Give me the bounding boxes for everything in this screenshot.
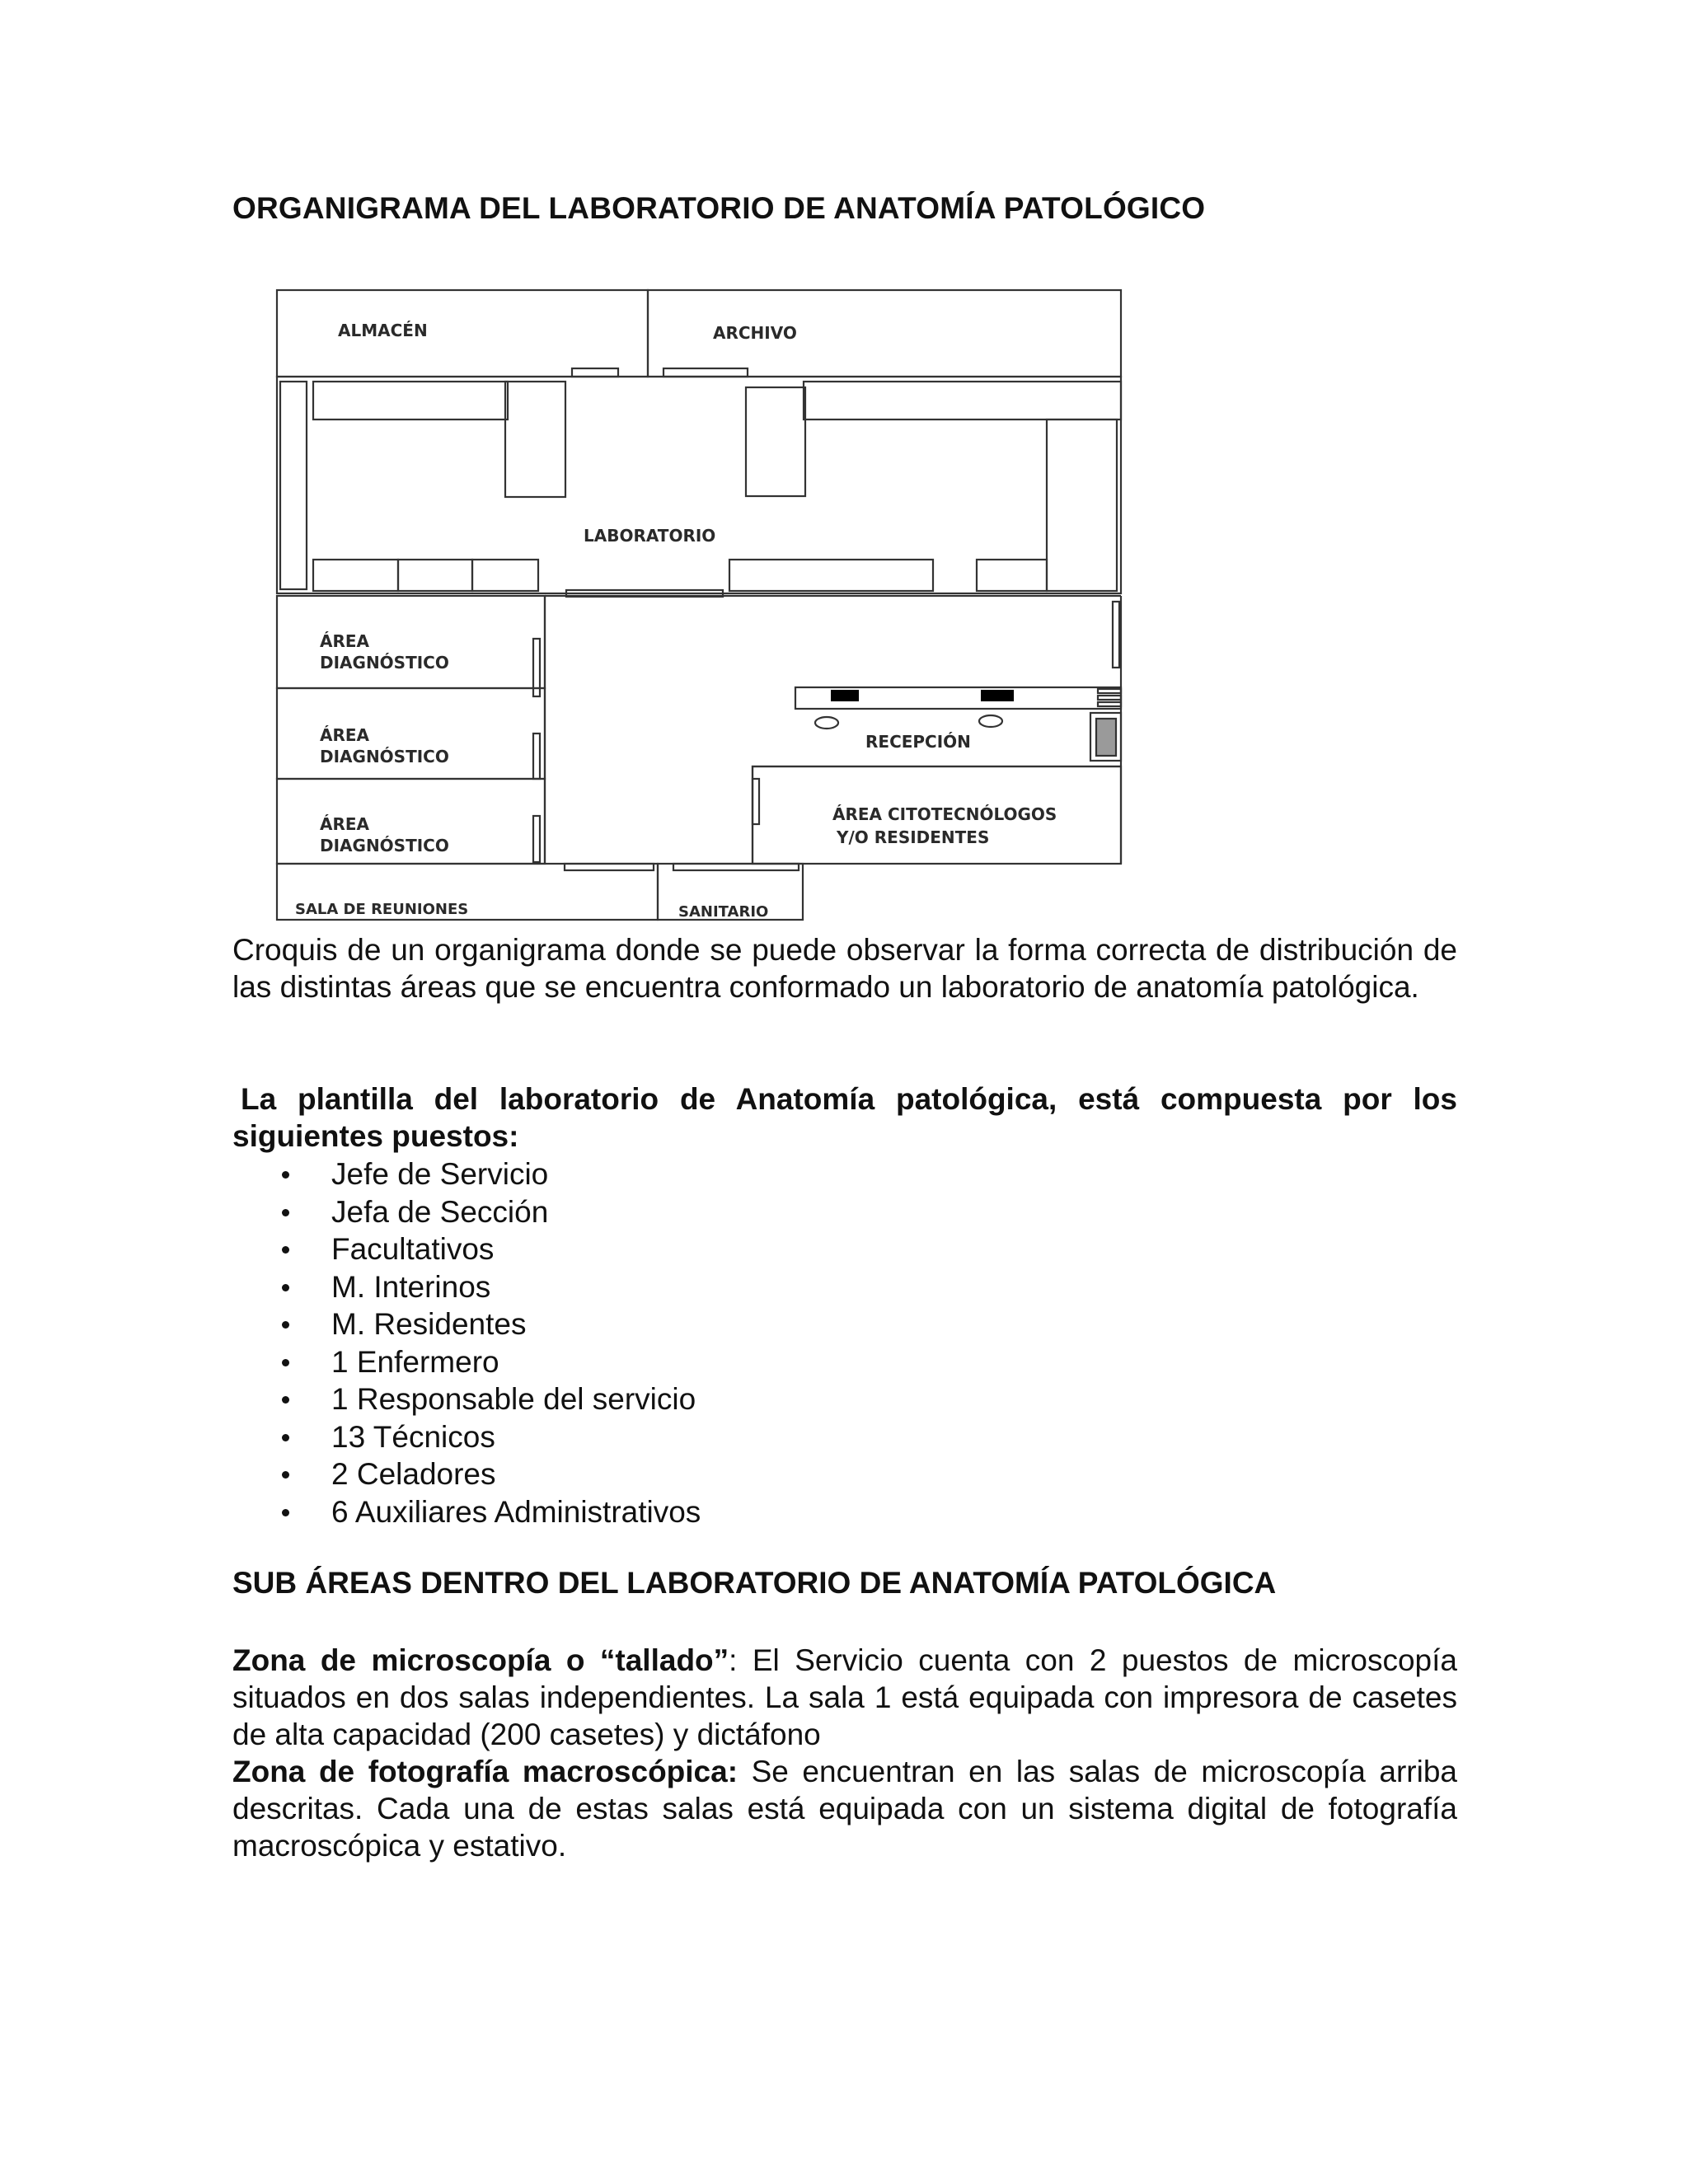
room-label: ÁREA [320,725,370,745]
room-label: SALA DE REUNIONES [295,901,469,918]
list-item: 13 Técnicos [232,1418,701,1456]
room-label: SANITARIO [678,903,769,921]
room-label: Y/O RESIDENTES [837,827,990,847]
room-label: RECEPCIÓN [865,732,971,752]
list-item: Jefe de Servicio [232,1155,701,1193]
zone-paragraph: Zona de microscopía o “tallado”: El Servicio cuenta con 2 puestos de microscopía situados en dos salas independientes. La sala 1 está equipada con impresora de casetes de alta capacidad (200 casetes) y dictáfono [232,1643,1457,1751]
room-label: ÁREA [320,631,370,651]
zone-paragraph [232,1753,1457,1864]
page-title: ORGANIGRAMA DEL LABORATORIO DE ANATOMÍA PATOLÓGICO [232,191,1206,225]
area-diagnostico-room [277,596,545,688]
bullet-icon [282,1246,289,1254]
zone-description: El Servicio cuenta con 2 puestos de microscopía situados en dos salas independientes. La sala 1 está equipada con impresora de casetes de alta capacidad (200 casetes) y dictáfono [232,1643,1457,1751]
list-item: Facultativos [232,1230,701,1268]
list-item: 1 Responsable del servicio [232,1380,701,1418]
bullet-icon [282,1396,289,1404]
laboratorio-room [277,377,1121,593]
room-label: ÁREA CITOTECNÓLOGOS [832,804,1057,824]
room-label: ARCHIVO [713,323,797,343]
room-label: DIAGNÓSTICO [320,747,449,766]
bullet-icon [282,1209,289,1216]
list-item: 1 Enfermero [232,1343,701,1381]
bullet-icon [282,1284,289,1291]
subareas-heading: SUB ÁREAS DENTRO DEL LABORATORIO DE ANATOMÍA PATOLÓGICA [232,1566,1277,1600]
staff-intro [232,1080,1457,1155]
bullet-icon [282,1471,289,1479]
zone-name: Zona de microscopía o “tallado” [232,1643,729,1677]
bullet-icon [282,1509,289,1516]
almacen-room [277,290,648,377]
list-item: Jefa de Sección [232,1193,701,1231]
bullet-icon [282,1321,289,1329]
staff-list [232,1155,701,1530]
staff-intro-text: La plantilla del laboratorio de Anatomía patológica, está compuesta por los siguientes puestos: [232,1082,1457,1153]
bullet-icon [282,1171,289,1179]
room-label: DIAGNÓSTICO [320,836,449,855]
list-item: M. Residentes [232,1305,701,1343]
room-label: DIAGNÓSTICO [320,653,449,673]
list-item: 2 Celadores [232,1455,701,1493]
list-item: M. Interinos [232,1268,701,1306]
zone-description: Se encuentran en las salas de microscopía arriba descritas. Cada una de estas salas está equipada con un sistema digital de fotografía macroscópica y estativo. [232,1755,1457,1863]
list-item: 6 Auxiliares Administrativos [232,1493,701,1531]
floor-plan-drawing [272,284,1146,940]
bullet-icon [282,1359,289,1366]
bullet-icon [282,1434,289,1441]
room-label: ALMACÉN [338,321,428,340]
zone-name: Zona de fotografía macroscópica: [232,1755,738,1788]
floor-plan [272,284,1146,940]
plan-caption: Croquis de un organigrama donde se puede observar la forma correcta de distribución de las distintas áreas que se encuentra conformado un laboratorio de anatomía patológica. [232,933,1457,1004]
room-label: ÁREA [320,814,370,834]
room-label: LABORATORIO [584,526,716,546]
